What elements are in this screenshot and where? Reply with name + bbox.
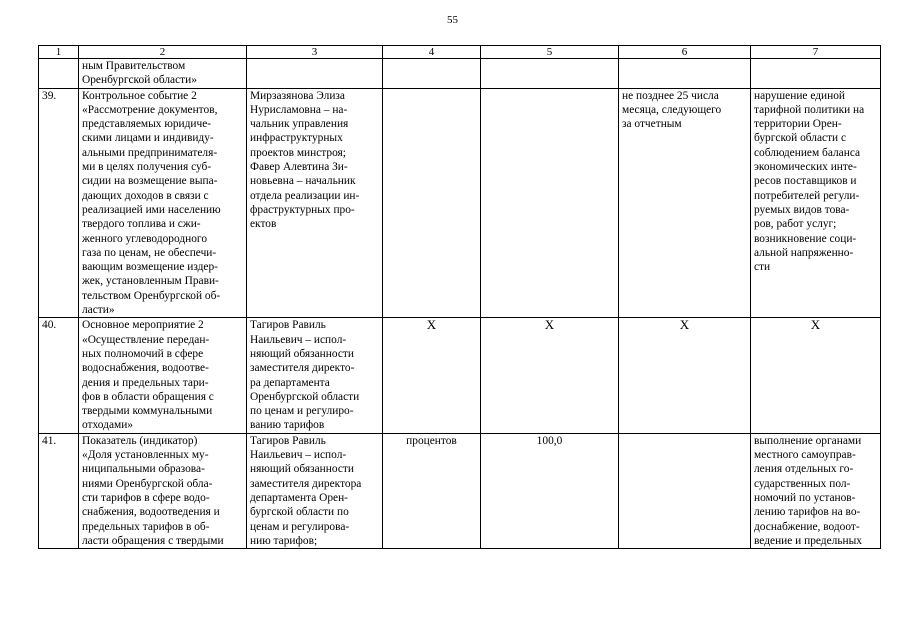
risk-cell: [751, 88, 881, 318]
responsible-cell-line: ра департамента: [250, 376, 330, 389]
responsible-cell-line: нию тарифов;: [250, 534, 318, 547]
measure-name-cell-line: ниями Оренбургской обла-: [82, 477, 213, 490]
measure-name-cell-line: «Рассмотрение документов,: [82, 103, 218, 116]
measure-name-cell-line: отходами»: [82, 419, 134, 432]
column-number: 3: [247, 46, 383, 59]
table-row: [39, 433, 881, 548]
deadline-cell-line: Х: [679, 317, 690, 333]
responsible-cell-line: фраструктурных про-: [250, 203, 355, 216]
risk-cell-line: экономических инте-: [754, 161, 857, 174]
responsible-cell: [247, 88, 383, 318]
deadline-cell-line: не позднее 25 числа: [622, 89, 719, 102]
responsible-cell-line: ванию тарифов: [250, 419, 325, 432]
measure-name-cell-line: Основное мероприятие 2: [82, 319, 204, 332]
row-number-cell-text: 39.: [42, 89, 57, 102]
risk-cell: [751, 59, 881, 89]
risk-cell-line: тарифной политики на: [754, 103, 865, 116]
risk-cell-line: ления отдельных го-: [754, 463, 854, 476]
row-number-cell-text: 41.: [42, 434, 57, 447]
measure-name-cell-line: снабжения, водоотведения и: [82, 506, 220, 519]
risk-cell-line: выполнение органами: [754, 434, 862, 447]
measure-name-cell-line: твердыми коммунальными: [82, 405, 213, 418]
measure-name-cell-line: жек, установленным Прави-: [82, 275, 219, 288]
measure-name-cell: [79, 318, 247, 433]
responsible-cell-line: департамента Орен-: [250, 491, 348, 504]
measure-name-cell-line: ных полномочий в сфере: [82, 347, 204, 360]
value-cell: [481, 433, 619, 548]
responsible-cell-line: ценам и регулирова-: [250, 520, 350, 533]
risk-cell-line: ров, работ услуг;: [754, 218, 837, 231]
risk-cell-line: номочий по установ-: [754, 491, 856, 504]
column-number: 6: [619, 46, 751, 59]
responsible-cell-line: проектов минстроя;: [250, 146, 346, 159]
unit-cell: [383, 59, 481, 89]
row-number-cell: [39, 59, 79, 89]
row-number-cell: [39, 88, 79, 318]
risk-cell-line: соблюдением баланса: [754, 146, 861, 159]
measure-name-cell-line: ным Правительством: [82, 60, 186, 72]
responsible-cell-line: няющий обязанности: [250, 463, 354, 476]
responsible-cell-line: бургской области по: [250, 506, 349, 519]
responsible-cell-line: чальник управления: [250, 118, 349, 131]
measure-name-cell: [79, 88, 247, 318]
risk-cell-line: руемых видов това-: [754, 203, 850, 216]
column-number: 1: [39, 46, 79, 59]
measure-name-cell-line: женного углеводородного: [82, 232, 208, 245]
risk-cell-line: Х: [810, 317, 821, 333]
measure-name-cell-line: тельством Оренбургской об-: [82, 289, 221, 302]
measure-name-cell-line: твердого топлива и сжи-: [82, 218, 201, 231]
responsible-cell-line: ектов: [250, 218, 277, 231]
deadline-cell: [619, 318, 751, 433]
measures-table: [38, 45, 881, 549]
responsible-cell-line: няющий обязанности: [250, 347, 354, 360]
responsible-cell-line: Тагиров Равиль: [250, 434, 326, 447]
measure-name-cell-line: сидии на возмещение выпа-: [82, 175, 218, 188]
column-number: 7: [751, 46, 881, 59]
measure-name-cell-line: сти тарифов в сфере водо-: [82, 491, 210, 504]
measure-name-cell: [79, 433, 247, 548]
measure-name-cell-line: представляемых юридиче-: [82, 118, 212, 131]
table-row: [39, 59, 881, 89]
measure-name-cell-line: Контрольное событие 2: [82, 89, 197, 102]
responsible-cell-line: по ценам и регулиро-: [250, 405, 354, 418]
deadline-cell-line: за отчетным: [622, 118, 682, 131]
risk-cell-line: бургской области с: [754, 132, 847, 145]
deadline-cell: [619, 59, 751, 89]
responsible-cell-line: заместителя директо-: [250, 362, 355, 375]
measure-name-cell: [79, 59, 247, 89]
measure-name-cell-line: «Доля установленных му-: [82, 449, 209, 462]
risk-cell: [751, 318, 881, 433]
responsible-cell-line: отдела реализации ин-: [250, 189, 360, 202]
measure-name-cell-line: ми в целях получения суб-: [82, 161, 212, 174]
unit-cell: [383, 88, 481, 318]
risk-cell-line: сударственных пол-: [754, 477, 851, 490]
value-cell: [481, 318, 619, 433]
measure-name-cell-line: ласти обращения с твердыми: [82, 534, 224, 547]
measure-name-cell-line: водоснабжения, водоотве-: [82, 362, 209, 375]
row-number-cell: [39, 318, 79, 433]
risk-cell-line: территории Орен-: [754, 118, 842, 131]
measure-name-cell-line: ниципальными образова-: [82, 463, 205, 476]
responsible-cell-line: Наильевич – испол-: [250, 333, 347, 346]
deadline-cell-line: месяца, следующего: [622, 103, 722, 116]
measure-name-cell-line: вающим возмещение издер-: [82, 261, 218, 274]
row-number-cell: [39, 433, 79, 548]
unit-cell-text: процентов: [406, 434, 457, 447]
measure-name-cell-line: дающих доходов в связи с: [82, 189, 209, 202]
column-number: 5: [481, 46, 619, 59]
measure-name-cell-line: ласти»: [82, 304, 115, 317]
risk-cell-line: ресов поставщиков и: [754, 175, 857, 188]
responsible-cell-line: Наильевич – испол-: [250, 449, 347, 462]
row-number-cell-text: 40.: [42, 319, 57, 332]
responsible-cell-line: Фавер Алевтина Зи-: [250, 161, 348, 174]
responsible-cell: [247, 59, 383, 89]
risk-cell-line: возникновение соци-: [754, 232, 857, 245]
risk-cell-line: потребителей регули-: [754, 189, 860, 202]
risk-cell-line: сти: [754, 261, 771, 274]
deadline-cell: [619, 88, 751, 318]
measure-name-cell-line: предельных тарифов в об-: [82, 520, 210, 533]
table-row: [39, 318, 881, 433]
unit-cell: [383, 318, 481, 433]
column-number: 2: [79, 46, 247, 59]
responsible-cell: [247, 318, 383, 433]
responsible-cell-line: Тагиров Равиль: [250, 319, 326, 332]
column-number: 4: [383, 46, 481, 59]
unit-cell-text: Х: [426, 317, 437, 333]
deadline-cell: [619, 433, 751, 548]
measure-name-cell-line: газа по ценам, не обеспечи-: [82, 246, 217, 259]
measure-name-cell-line: реализацией ими населению: [82, 203, 221, 216]
risk-cell-line: лению тарифов на во-: [754, 506, 861, 519]
value-cell: [481, 88, 619, 318]
risk-cell-line: местного самоуправ-: [754, 449, 856, 462]
measure-name-cell-line: альными предпринимателя-: [82, 146, 218, 159]
responsible-cell-line: инфраструктурных: [250, 132, 343, 145]
responsible-cell: [247, 433, 383, 548]
risk-cell-line: альной напряженно-: [754, 246, 854, 259]
responsible-cell-line: новьевна – начальник: [250, 175, 356, 188]
value-cell-text: 100,0: [536, 434, 563, 447]
risk-cell-line: ведение и предельных: [754, 534, 862, 547]
measure-name-cell-line: Оренбургской области»: [82, 74, 197, 87]
risk-cell-line: нарушение единой: [754, 89, 845, 102]
risk-cell: [751, 433, 881, 548]
column-number-row: [39, 46, 881, 59]
measure-name-cell-line: скими лицами и индивиду-: [82, 132, 214, 145]
measure-name-cell-line: фов в области обращения с: [82, 390, 214, 403]
measure-name-cell-line: «Осуществление передан-: [82, 333, 210, 346]
responsible-cell-line: Нурисламовна – на-: [250, 103, 348, 116]
responsible-cell-line: Мирзазянова Элиза: [250, 89, 345, 102]
value-cell-text: Х: [544, 317, 555, 333]
value-cell: [481, 59, 619, 89]
measure-name-cell-line: Показатель (индикатор): [82, 434, 198, 447]
measure-name-cell-line: дения и предельных тари-: [82, 376, 209, 389]
table-row: [39, 88, 881, 318]
unit-cell: [383, 433, 481, 548]
page-number: 55: [447, 14, 458, 26]
responsible-cell-line: Оренбургской области: [250, 390, 360, 403]
responsible-cell-line: заместителя директора: [250, 477, 362, 490]
risk-cell-line: доснабжение, водоот-: [754, 520, 860, 533]
